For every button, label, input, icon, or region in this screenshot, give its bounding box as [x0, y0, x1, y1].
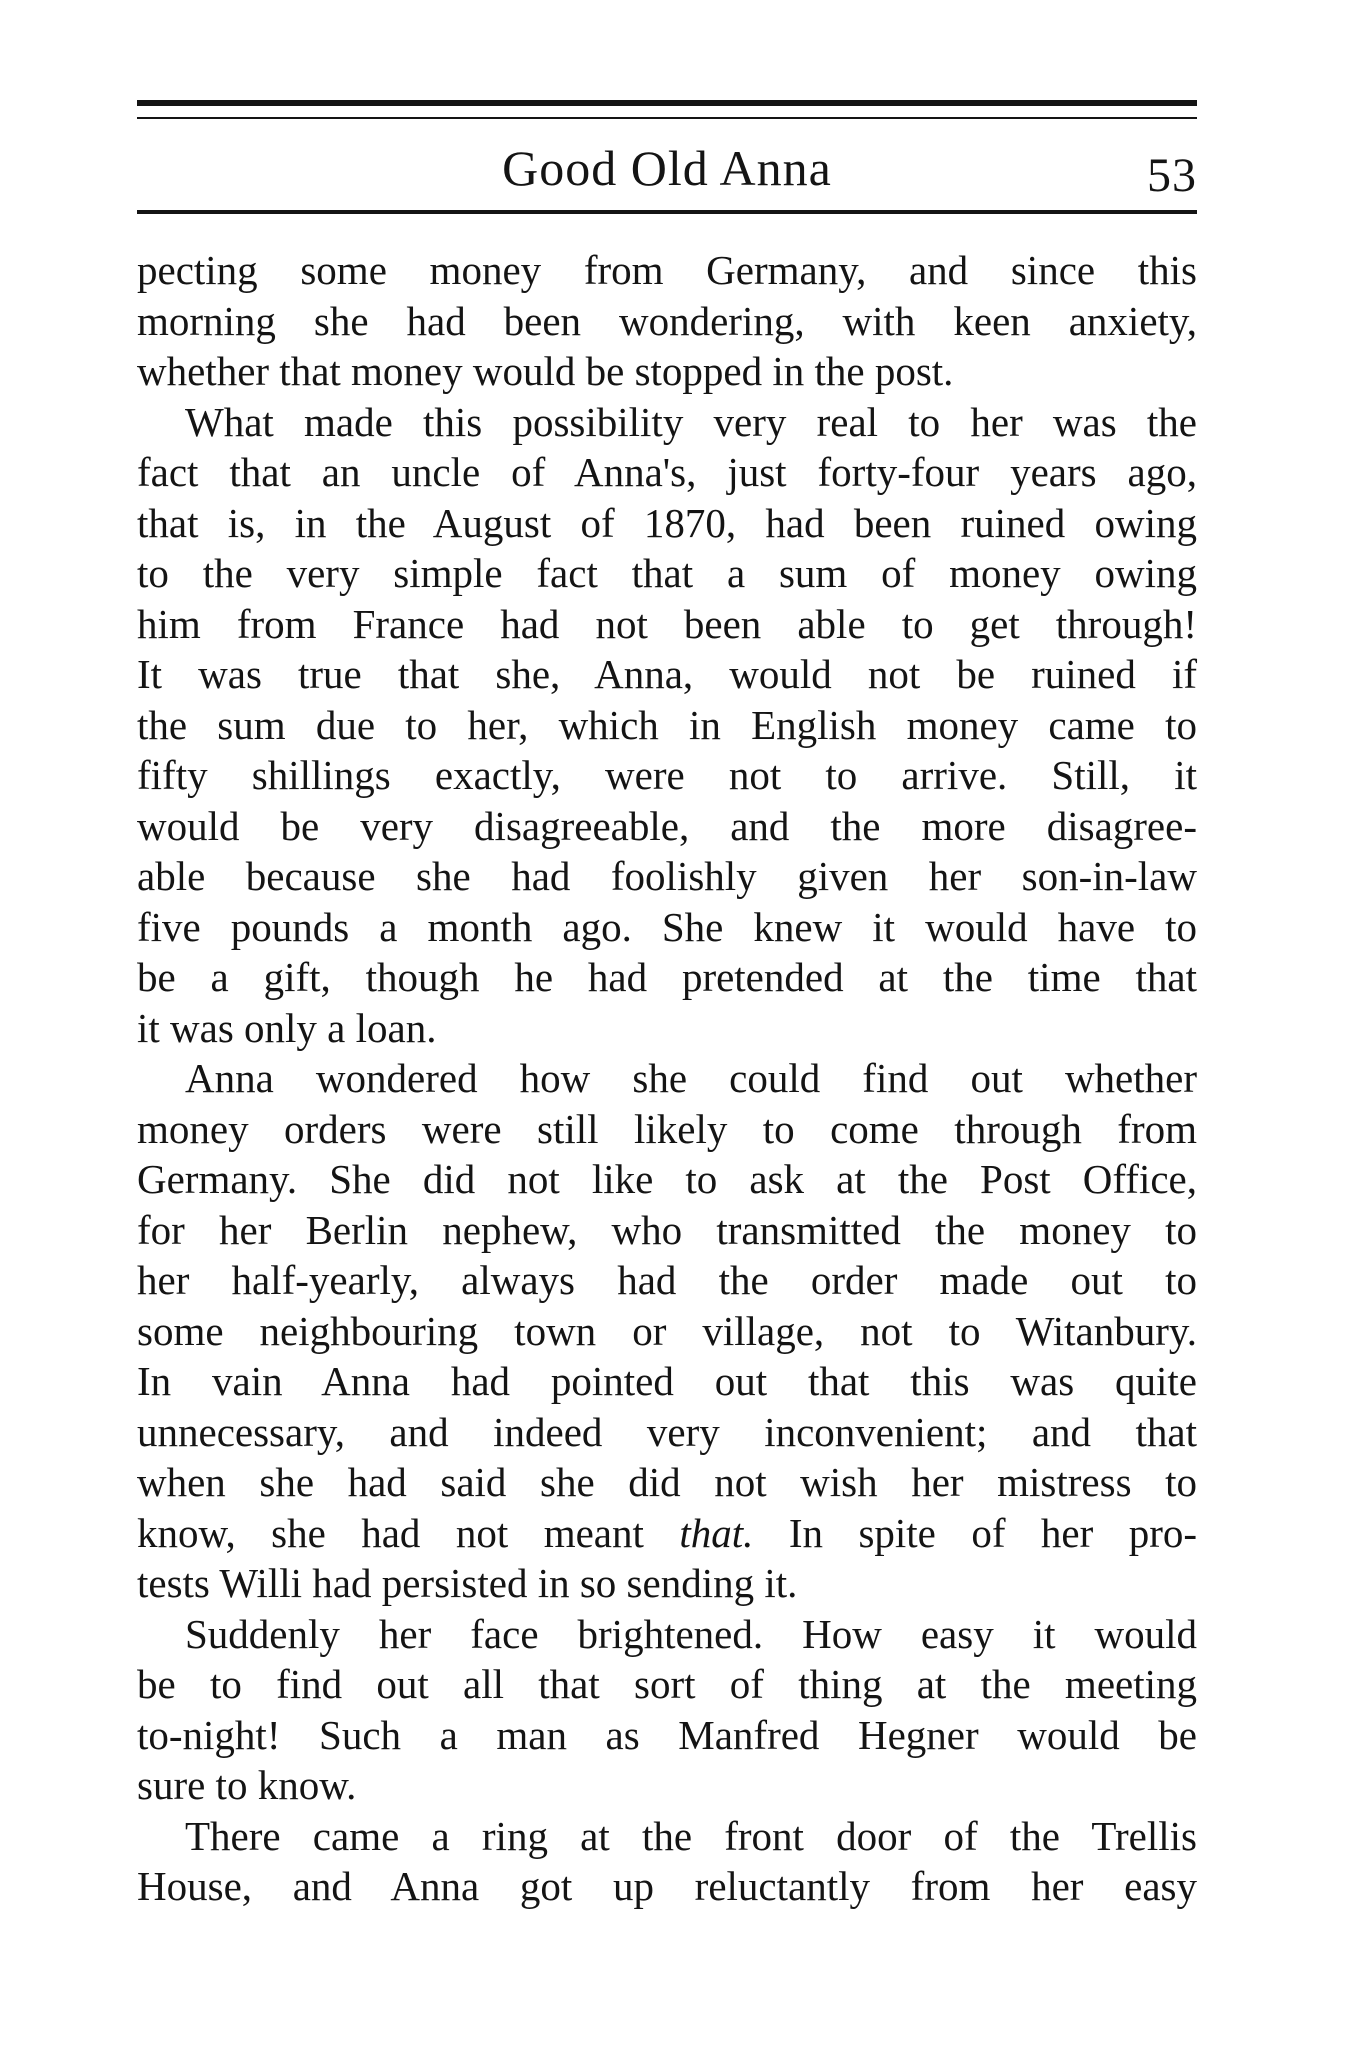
italic-word: that.: [679, 1509, 754, 1556]
text-line: to the very simple fact that a sum of money owing: [137, 550, 1197, 596]
text-line: able because she had foolishly given her son-in-law: [137, 853, 1197, 899]
paragraph-first-line: Suddenly her face brightened. How easy it would: [185, 1610, 1197, 1657]
text-line: fact that an uncle of Anna's, just forty-four years ago,: [137, 449, 1197, 495]
header-rule-thick: [137, 100, 1197, 106]
text-segment: know, she had not meant: [137, 1509, 644, 1556]
page-header: [137, 132, 1197, 202]
text-line: some neighbouring town or village, not to Witanbury.: [137, 1307, 1197, 1354]
text-line: unnecessary, and indeed very inconvenient; and that: [137, 1408, 1197, 1455]
page-number: 53: [1147, 149, 1197, 202]
text-line: tests Willi had persisted in so sending it.: [137, 1560, 798, 1606]
text-line: Germany. She did not like to ask at the Post Office,: [137, 1156, 1197, 1202]
text-line-with-italic: [137, 1508, 1197, 1559]
text-line: be to find out all that sort of thing at the meeting: [137, 1661, 1197, 1707]
text-line: it was only a loan.: [137, 1004, 437, 1051]
text-line: In vain Anna had pointed out that this was quite: [137, 1358, 1197, 1404]
text-line: her half-yearly, always had the order made out to: [137, 1257, 1197, 1303]
text-line: whether that money would be stopped in the post.: [137, 348, 954, 394]
text-line: It was true that she, Anna, would not be ruined if: [137, 651, 1197, 697]
header-rule-thin: [137, 117, 1197, 119]
text-line: him from France had not been able to get through!: [137, 600, 1197, 647]
paragraph-first-line: What made this possibility very real to her was the: [185, 398, 1197, 445]
header-rule-bottom: [137, 210, 1197, 214]
text-line: money orders were still likely to come through from: [137, 1105, 1197, 1152]
text-line: fifty shillings exactly, were not to arrive. Still, it: [137, 752, 1197, 798]
body-text: [137, 245, 1197, 1912]
text-line: to-night! Such a man as Manfred Hegner would be: [137, 1711, 1197, 1758]
text-line: be a gift, though he had pretended at the time that: [137, 954, 1197, 1000]
paragraph-first-line: Anna wondered how she could find out whether: [185, 1055, 1197, 1101]
text-line: that is, in the August of 1870, had been ruined owing: [137, 499, 1197, 546]
text-line: the sum due to her, which in English money came to: [137, 701, 1197, 748]
text-line: for her Berlin nephew, who transmitted the money to: [137, 1206, 1197, 1253]
text-line: morning she had been wondering, with keen anxiety,: [137, 297, 1197, 344]
paragraph-first-line: There came a ring at the front door of the Trellis: [185, 1812, 1197, 1859]
text-line: pecting some money from Germany, and since this: [137, 247, 1197, 293]
text-line: sure to know.: [137, 1762, 357, 1808]
text-line: would be very disagreeable, and the more disagree-: [137, 802, 1197, 849]
text-segment: In spite of her pro-: [788, 1509, 1198, 1556]
running-title: Good Old Anna: [502, 140, 832, 196]
text-line: when she had said she did not wish her mistress to: [137, 1459, 1197, 1505]
text-line: House, and Anna got up reluctantly from her easy: [137, 1863, 1197, 1909]
text-line: five pounds a month ago. She knew it would have to: [137, 903, 1197, 950]
